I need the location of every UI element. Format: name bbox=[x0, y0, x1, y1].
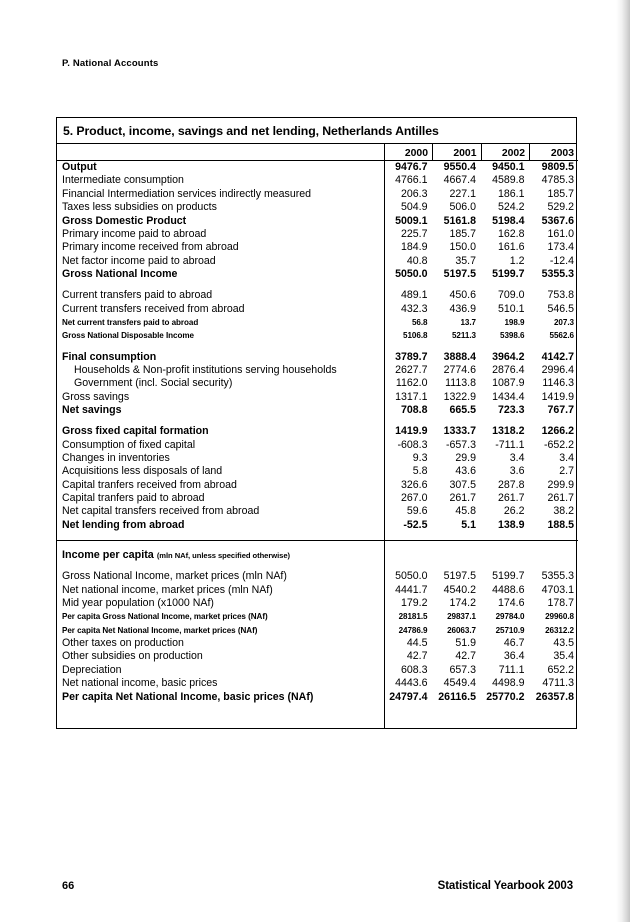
year-header-row bbox=[57, 144, 578, 161]
spacer-row bbox=[57, 541, 578, 549]
row-label: Acquisitions less disposals of land bbox=[57, 465, 384, 478]
row-label: Capital tranfers paid to abroad bbox=[57, 492, 384, 505]
row-value-2001: 4549.4 bbox=[443, 677, 476, 690]
row-value-2002: 524.2 bbox=[497, 201, 525, 214]
row-value-2001: 5211.3 bbox=[451, 331, 476, 341]
row-value-2000: 5050.0 bbox=[395, 570, 428, 583]
row-value-2003: 35.4 bbox=[553, 650, 574, 663]
table-row bbox=[57, 492, 578, 505]
row-value-2003: 9809.5 bbox=[541, 161, 574, 174]
row-value-2003: 29960.8 bbox=[545, 612, 574, 622]
row-value-2001: 4667.4 bbox=[443, 174, 476, 187]
table-header bbox=[57, 144, 578, 161]
row-value-2000: 504.9 bbox=[400, 201, 428, 214]
row-value-2003: 5367.6 bbox=[541, 214, 574, 227]
row-label bbox=[57, 281, 384, 289]
row-value-2000: 489.1 bbox=[400, 289, 428, 302]
row-value-2000: 5106.8 bbox=[403, 331, 428, 341]
row-value-2001: 4540.2 bbox=[443, 583, 476, 596]
row-value-2002: 709.0 bbox=[497, 289, 525, 302]
row-value-2002: 1.2 bbox=[509, 254, 525, 267]
row-value-2000: -52.5 bbox=[403, 518, 428, 531]
table-row bbox=[57, 404, 578, 417]
row-value-2001: 13.7 bbox=[460, 317, 476, 327]
table-row bbox=[57, 377, 578, 390]
row-label: Net national income, market prices (mln NAf) bbox=[57, 584, 384, 597]
row-value-2001: 9550.4 bbox=[443, 161, 476, 174]
row-value-2003: 173.4 bbox=[547, 241, 574, 254]
row-value-2000: 3789.7 bbox=[395, 350, 428, 363]
row-label: Intermediate consumption bbox=[57, 174, 384, 187]
row-value-2002: 711.1 bbox=[498, 663, 525, 676]
row-value-2003: 529.2 bbox=[547, 201, 574, 214]
column-header-2001: 2001 bbox=[433, 144, 482, 161]
row-value-2003: 43.5 bbox=[553, 637, 574, 650]
row-value-2002: 138.9 bbox=[497, 518, 525, 531]
row-label: Gross Domestic Product bbox=[57, 215, 384, 228]
row-value-2003: 4785.3 bbox=[541, 174, 574, 187]
row-value-2002: 5198.4 bbox=[492, 214, 525, 227]
row-label: Depreciation bbox=[57, 664, 384, 677]
table-row bbox=[57, 637, 578, 650]
row-value-2001: 436.9 bbox=[449, 302, 476, 315]
row-value-2000: 184.9 bbox=[400, 241, 428, 254]
row-label: Net lending from abroad bbox=[57, 519, 384, 532]
row-value-2001: 657.3 bbox=[449, 663, 476, 676]
column-header-2002: 2002 bbox=[481, 144, 530, 161]
spacer-row bbox=[57, 562, 578, 570]
row-value-2002: -711.1 bbox=[495, 438, 525, 451]
row-value-2002: 5199.7 bbox=[492, 570, 525, 583]
row-value-2002 bbox=[481, 343, 530, 351]
row-value-2002: 4498.9 bbox=[492, 677, 525, 690]
table-row bbox=[57, 439, 578, 452]
row-value-2000: 42.7 bbox=[406, 650, 428, 663]
row-label: Per capita Gross National Income, market prices (NAf) bbox=[57, 610, 384, 623]
row-label: Taxes less subsidies on products bbox=[57, 201, 384, 214]
row-value-2001: 29837.1 bbox=[447, 612, 476, 622]
table-row bbox=[57, 228, 578, 241]
row-value-2001: 45.8 bbox=[455, 505, 476, 518]
table-row bbox=[57, 281, 578, 289]
spacer-row bbox=[57, 532, 578, 541]
row-value-2000: 4443.6 bbox=[395, 677, 428, 690]
row-value-2003: 753.8 bbox=[547, 289, 574, 302]
row-label: Financial Intermediation services indirectly measured bbox=[57, 188, 384, 201]
table-row bbox=[57, 425, 578, 438]
row-value-2002: 2876.4 bbox=[492, 363, 525, 376]
row-value-2002: 3964.2 bbox=[492, 350, 525, 363]
table-row bbox=[57, 610, 578, 623]
row-value-2002: 46.7 bbox=[503, 637, 525, 650]
row-value-2000 bbox=[384, 281, 433, 289]
row-value-2003 bbox=[530, 417, 579, 425]
row-value-2000: 608.3 bbox=[400, 663, 428, 676]
row-label: Other subsidies on production bbox=[57, 650, 384, 663]
row-value-2002: 3.6 bbox=[509, 465, 525, 478]
header-label-cell bbox=[57, 144, 384, 161]
row-value-2001: 26063.7 bbox=[447, 625, 476, 635]
row-value-2001: 5161.8 bbox=[443, 214, 476, 227]
row-label: Mid year population (x1000 NAf) bbox=[57, 597, 384, 610]
row-value-2001: 506.0 bbox=[449, 201, 476, 214]
row-value-2001: 42.7 bbox=[455, 650, 476, 663]
row-value-2002: 510.1 bbox=[497, 302, 525, 315]
row-value-2001: 51.9 bbox=[455, 637, 476, 650]
row-value-2000: 1162.0 bbox=[395, 377, 428, 390]
row-label: Net capital transfers received from abroad bbox=[57, 505, 384, 518]
row-value-2000: 708.8 bbox=[400, 403, 428, 416]
row-value-2002 bbox=[481, 281, 530, 289]
row-value-2000 bbox=[384, 343, 433, 351]
row-value-2003: -652.2 bbox=[543, 438, 574, 451]
table-row bbox=[57, 289, 578, 302]
row-value-2003: 767.7 bbox=[547, 403, 574, 416]
row-label: Gross fixed capital formation bbox=[57, 425, 384, 438]
row-value-2000: 432.3 bbox=[400, 302, 428, 315]
row-value-2003: 26312.2 bbox=[545, 625, 574, 635]
table-row bbox=[57, 303, 578, 316]
row-value-2000: 5.8 bbox=[412, 465, 428, 478]
row-value-2002: 1318.2 bbox=[492, 425, 525, 438]
row-value-2003: 1146.3 bbox=[542, 377, 574, 390]
row-value-2000: -608.3 bbox=[397, 438, 428, 451]
row-value-2000: 5009.1 bbox=[395, 214, 428, 227]
table-row bbox=[57, 174, 578, 187]
row-value-2002: 25710.9 bbox=[495, 625, 525, 635]
row-value-2003: 546.5 bbox=[547, 302, 574, 315]
row-label: Capital tranfers received from abroad bbox=[57, 479, 384, 492]
row-value-2001: 1322.9 bbox=[443, 390, 476, 403]
row-value-2001: 43.6 bbox=[455, 465, 476, 478]
row-value-2002: 723.3 bbox=[497, 403, 525, 416]
row-value-2003: 261.7 bbox=[547, 492, 574, 505]
table-row bbox=[57, 329, 578, 342]
table-row bbox=[57, 241, 578, 254]
table-row bbox=[57, 417, 578, 425]
table-row bbox=[57, 364, 578, 377]
row-label: Government (incl. Social security) bbox=[57, 377, 384, 390]
row-value-2000: 5050.0 bbox=[395, 267, 428, 280]
row-value-2000: 2627.7 bbox=[395, 363, 428, 376]
page-number: 66 bbox=[62, 880, 75, 892]
row-label: Final consumption bbox=[57, 351, 384, 364]
row-value-2003: 161.0 bbox=[547, 227, 574, 240]
table-body-percapita bbox=[57, 570, 578, 703]
table-body-main bbox=[57, 161, 578, 532]
row-value-2000: 267.0 bbox=[400, 492, 428, 505]
running-head: P. National Accounts bbox=[62, 58, 159, 69]
row-value-2002: 9450.1 bbox=[492, 161, 525, 174]
row-value-2002: 25770.2 bbox=[486, 690, 525, 703]
row-value-2003: 185.7 bbox=[547, 187, 574, 200]
row-value-2002: 161.6 bbox=[497, 241, 525, 254]
row-value-2002: 1087.9 bbox=[492, 377, 525, 390]
table-body-pad bbox=[57, 704, 578, 728]
row-value-2001: 2774.6 bbox=[443, 363, 476, 376]
table-row bbox=[57, 201, 578, 214]
row-value-2003: 5355.3 bbox=[541, 570, 574, 583]
table-row bbox=[57, 519, 578, 532]
row-value-2001: 450.6 bbox=[449, 289, 476, 302]
row-label: Net current transfers paid to abroad bbox=[57, 316, 384, 329]
row-value-2003: 207.3 bbox=[553, 317, 574, 327]
row-value-2000: 1419.9 bbox=[395, 425, 428, 438]
row-label: Per capita Net National Income, basic prices (NAf) bbox=[57, 691, 384, 704]
table-row bbox=[57, 255, 578, 268]
row-value-2003: 4711.3 bbox=[542, 677, 574, 690]
row-value-2001 bbox=[433, 343, 482, 351]
row-value-2002: 287.8 bbox=[497, 478, 525, 491]
row-value-2003: 2.7 bbox=[559, 465, 574, 478]
row-value-2001: 307.5 bbox=[449, 478, 476, 491]
table-row bbox=[57, 391, 578, 404]
row-value-2000: 24786.9 bbox=[398, 625, 428, 635]
row-value-2000: 56.8 bbox=[411, 317, 428, 327]
row-value-2001: 1333.7 bbox=[443, 425, 476, 438]
row-value-2002: 174.6 bbox=[497, 597, 525, 610]
section-heading-text: Income per capita bbox=[62, 549, 154, 562]
row-value-2002: 5398.6 bbox=[500, 331, 525, 341]
row-value-2002: 198.9 bbox=[504, 317, 525, 327]
row-value-2003: 178.7 bbox=[547, 597, 574, 610]
row-label: Primary income received from abroad bbox=[57, 241, 384, 254]
row-value-2000: 1317.1 bbox=[395, 390, 428, 403]
row-value-2003: 5355.3 bbox=[541, 267, 574, 280]
row-value-2001: 1113.8 bbox=[445, 377, 476, 390]
table-grid bbox=[57, 144, 578, 728]
table-row bbox=[57, 215, 578, 228]
table-title: 5. Product, income, savings and net lending, Netherlands Antilles bbox=[57, 118, 576, 144]
row-value-2002: 162.8 bbox=[497, 227, 525, 240]
table-row bbox=[57, 624, 578, 637]
row-value-2001: 5.1 bbox=[461, 518, 476, 531]
page-edge-shadow bbox=[616, 0, 630, 922]
row-value-2002: 4488.6 bbox=[492, 583, 525, 596]
row-value-2003: 38.2 bbox=[553, 505, 574, 518]
row-value-2000: 225.7 bbox=[400, 227, 428, 240]
table-row bbox=[57, 465, 578, 478]
row-value-2003: 652.2 bbox=[547, 663, 574, 676]
row-value-2003: 26357.8 bbox=[535, 690, 574, 703]
row-value-2000: 9.3 bbox=[412, 452, 428, 465]
row-value-2002: 3.4 bbox=[509, 452, 525, 465]
row-value-2003: 2996.4 bbox=[541, 363, 574, 376]
row-value-2003 bbox=[530, 343, 579, 351]
row-label: Gross National Disposable Income bbox=[57, 329, 384, 342]
row-value-2003: 4142.7 bbox=[541, 350, 574, 363]
row-value-2001: 3888.4 bbox=[443, 350, 476, 363]
row-label bbox=[57, 417, 384, 425]
row-value-2001: 150.0 bbox=[449, 241, 476, 254]
row-value-2001 bbox=[433, 417, 482, 425]
row-label: Consumption of fixed capital bbox=[57, 439, 384, 452]
row-value-2002: 1434.4 bbox=[492, 390, 525, 403]
row-value-2002: 26.2 bbox=[503, 505, 525, 518]
row-label: Gross National Income, market prices (mln NAf) bbox=[57, 570, 384, 583]
row-value-2000: 179.2 bbox=[400, 597, 428, 610]
statistical-table bbox=[56, 117, 577, 729]
table-row bbox=[57, 161, 578, 175]
section-heading-row bbox=[57, 549, 578, 562]
row-value-2000 bbox=[384, 417, 433, 425]
row-label: Per capita Net National Income, market prices (NAf) bbox=[57, 624, 384, 637]
table-row bbox=[57, 268, 578, 281]
row-value-2001: 261.7 bbox=[449, 492, 476, 505]
row-value-2000: 326.6 bbox=[400, 478, 428, 491]
row-label: Gross National Income bbox=[57, 268, 384, 281]
row-value-2002 bbox=[481, 417, 530, 425]
row-value-2002: 186.1 bbox=[497, 187, 525, 200]
row-value-2002: 5199.7 bbox=[492, 267, 525, 280]
table-row bbox=[57, 677, 578, 690]
table-row bbox=[57, 188, 578, 201]
row-value-2002: 29784.0 bbox=[495, 612, 525, 622]
column-header-2000: 2000 bbox=[384, 144, 433, 161]
row-value-2003: -12.4 bbox=[549, 254, 574, 267]
row-value-2003: 4703.1 bbox=[541, 583, 574, 596]
row-value-2000: 28181.5 bbox=[398, 612, 428, 622]
row-value-2001: 5197.5 bbox=[443, 267, 476, 280]
table-row bbox=[57, 570, 578, 583]
table-row bbox=[57, 584, 578, 597]
row-value-2003: 299.9 bbox=[547, 478, 574, 491]
table-row bbox=[57, 664, 578, 677]
row-value-2000: 59.6 bbox=[406, 505, 428, 518]
row-label: Current transfers received from abroad bbox=[57, 303, 384, 316]
row-label: Gross savings bbox=[57, 391, 384, 404]
bottom-pad-row bbox=[57, 704, 578, 728]
column-header-2003: 2003 bbox=[530, 144, 579, 161]
table-row bbox=[57, 597, 578, 610]
row-label: Net national income, basic prices bbox=[57, 677, 384, 690]
row-value-2001: 227.1 bbox=[449, 187, 476, 200]
row-value-2000: 44.5 bbox=[406, 637, 428, 650]
table-row bbox=[57, 343, 578, 351]
row-value-2002: 4589.8 bbox=[492, 174, 525, 187]
row-value-2001: 26116.5 bbox=[438, 690, 476, 703]
table-row bbox=[57, 650, 578, 663]
table-row bbox=[57, 351, 578, 364]
row-value-2003: 1266.2 bbox=[541, 425, 574, 438]
row-value-2001: 35.7 bbox=[455, 254, 476, 267]
row-label: Current transfers paid to abroad bbox=[57, 289, 384, 302]
row-label: Households & Non-profit institutions serving households bbox=[57, 364, 384, 377]
row-value-2001 bbox=[433, 281, 482, 289]
row-value-2001: 29.9 bbox=[455, 452, 476, 465]
row-value-2001: 665.5 bbox=[449, 403, 476, 416]
row-label bbox=[57, 343, 384, 351]
table-row bbox=[57, 505, 578, 518]
row-value-2003: 188.5 bbox=[547, 518, 574, 531]
row-value-2000: 206.3 bbox=[400, 187, 428, 200]
row-value-2000: 24797.4 bbox=[389, 690, 428, 703]
row-label: Other taxes on production bbox=[57, 637, 384, 650]
table-body-divider bbox=[57, 532, 578, 570]
row-value-2001: -657.3 bbox=[445, 438, 476, 451]
row-label: Net factor income paid to abroad bbox=[57, 255, 384, 268]
row-label: Changes in inventories bbox=[57, 452, 384, 465]
footer-title: Statistical Yearbook 2003 bbox=[437, 880, 573, 892]
row-value-2000: 9476.7 bbox=[395, 161, 428, 174]
row-value-2002: 261.7 bbox=[497, 492, 525, 505]
row-value-2003 bbox=[530, 281, 579, 289]
row-value-2001: 5197.5 bbox=[443, 570, 476, 583]
row-value-2003: 3.4 bbox=[559, 452, 574, 465]
row-value-2002: 36.4 bbox=[503, 650, 525, 663]
table-row bbox=[57, 452, 578, 465]
section-heading-note: (mln NAf, unless specified otherwise) bbox=[156, 551, 290, 561]
row-value-2000: 4766.1 bbox=[395, 174, 428, 187]
table-row bbox=[57, 316, 578, 329]
table-row bbox=[57, 691, 578, 704]
row-value-2003: 5562.6 bbox=[549, 331, 574, 341]
row-value-2000: 40.8 bbox=[406, 254, 428, 267]
row-label: Primary income paid to abroad bbox=[57, 228, 384, 241]
table-row bbox=[57, 479, 578, 492]
row-label: Net savings bbox=[57, 404, 384, 417]
row-value-2003: 1419.9 bbox=[541, 390, 574, 403]
row-value-2001: 174.2 bbox=[449, 597, 476, 610]
row-label: Output bbox=[57, 161, 384, 175]
row-value-2001: 185.7 bbox=[449, 227, 476, 240]
row-value-2000: 4441.7 bbox=[395, 583, 428, 596]
